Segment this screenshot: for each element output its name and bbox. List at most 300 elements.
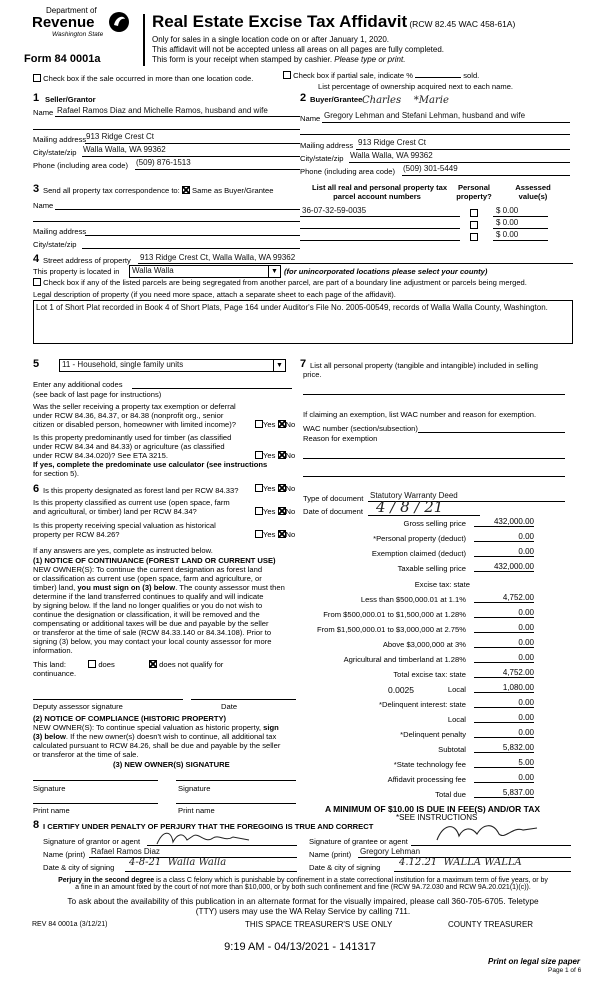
section8 (33, 819, 573, 875)
exemption-question-line2: under RCW 84.36, 84.37, or 84.38 (nonprofit org., senior (33, 411, 224, 420)
seller-phone-line (135, 169, 300, 170)
assessed-value-line (493, 216, 548, 217)
buyer-name-line (322, 122, 570, 123)
certify-statement: I CERTIFY UNDER PENALTY OF PERJURY THAT THE FOREGOING IS TRUE AND CORRECT (43, 822, 374, 831)
use-code-select-value: 11 - Household, single family units (62, 360, 184, 369)
current-use-yes-label: Yes (263, 507, 276, 516)
section7-text-line2: price. (303, 370, 322, 379)
calc-label: Taxable selling price (397, 564, 466, 573)
exemption-yes-no (255, 420, 295, 429)
multi-location-label: Check box if the sale occurred in more than one location code. (43, 74, 254, 83)
legal-description-label: Legal description of property (if you need more space, attach a separate sheet to each page of the affidavit). (33, 290, 396, 299)
additional-codes-label: Enter any additional codes (33, 380, 123, 389)
historic-question-line1: Is this property receiving special valuation as historical (33, 521, 216, 530)
accessibility-line1: To ask about the availability of this publication in an alternate format for the visually impaired, please call 360-705-6705. Teletype (67, 896, 539, 906)
calc-label: Gross selling price (403, 519, 466, 528)
calc-row (300, 668, 570, 682)
perjury-line1-bold: Perjury in the second degree (58, 877, 155, 884)
forest-yes-label: Yes (263, 484, 276, 493)
header-line3 (152, 55, 405, 64)
local-rate: 0.0025 (388, 685, 414, 695)
doc-date-label: Date of document (303, 507, 363, 516)
personal-header-line1: Personal (457, 183, 491, 192)
notice-continuance-line1: NEW OWNER(S): To continue the current designation as forest land (33, 565, 263, 574)
timber-yes-checkbox[interactable] (255, 451, 263, 459)
exemption-claim-label: If claiming an exemption, list WAC number and reason for exemption. (303, 410, 537, 419)
calc-row (300, 653, 570, 667)
timber-yes-no (255, 451, 295, 460)
calc-value[interactable]: 5,832.00 (474, 743, 534, 753)
buyer-phone-label: Phone (including area code) (300, 167, 395, 176)
section7-text-line1: List all personal property (tangible and intangible) included in selling (310, 361, 538, 370)
parcel-header-line1: List all real and personal property tax (312, 183, 448, 192)
calc-value[interactable]: 0.00 (474, 608, 534, 618)
multi-location-check-row (33, 74, 253, 83)
personal-property-checkbox[interactable] (470, 233, 478, 241)
calc-row (300, 517, 570, 531)
calc-value[interactable]: 432,000.00 (474, 517, 534, 527)
buyer-name-label: Name (300, 114, 321, 123)
grantee-name-field[interactable]: Gregory Lehman (360, 847, 421, 856)
calc-value[interactable]: 4,752.00 (474, 668, 534, 678)
deputy-date-line[interactable] (191, 699, 296, 700)
section2-number: 2 (300, 92, 307, 104)
notice-compliance-line1 (33, 723, 279, 732)
timber-question-line3: under RCW 84.34.020)? See ETA 3215. (33, 451, 168, 460)
calc-label: Affidavit processing fee (387, 775, 466, 784)
calc-label: Less than $500,000.01 at 1.1% (360, 595, 466, 604)
grantee-date-label: Date & city of signing (309, 863, 381, 872)
exemption-no-label: No (285, 420, 296, 429)
exemption-reason-line[interactable] (303, 458, 565, 459)
calc-row (300, 683, 570, 697)
grantee-date-line (394, 871, 571, 872)
land-does-checkbox[interactable] (88, 660, 96, 668)
new-owner-print-line1[interactable] (33, 803, 158, 804)
new-owner-print-line2[interactable] (176, 803, 296, 804)
calc-row (300, 728, 570, 742)
calc-value[interactable]: 1,080.00 (474, 683, 534, 693)
calc-row (300, 743, 570, 757)
section3 (33, 183, 298, 253)
street-address-field[interactable]: 913 Ridge Crest Ct, Walla Walla, WA 99362 (140, 253, 296, 262)
timber-no-checkbox[interactable] (278, 451, 286, 459)
same-as-buyer-checkbox[interactable] (182, 186, 190, 194)
calc-value[interactable]: 432,000.00 (474, 562, 534, 572)
grantor-name-label: Name (print) (43, 850, 86, 859)
seller-phone-field[interactable]: (509) 876-1513 (136, 158, 191, 167)
county-select[interactable] (129, 265, 281, 278)
historic-yes-no (255, 530, 295, 539)
parcel-number-line (300, 240, 460, 241)
legal-size-note: Print on legal size paper (488, 957, 581, 966)
partial-sale-note: List percentage of ownership acquired next to each name. (318, 82, 514, 91)
notice-compliance-line2a: (3) below (33, 732, 66, 741)
doc-date-line (368, 515, 480, 516)
section4-number: 4 (33, 253, 40, 265)
logo-agency-line3: Washington State (52, 31, 104, 38)
assessed-value-field[interactable]: $ 0.00 (496, 230, 519, 239)
correspondence-name-label: Name (33, 201, 54, 210)
buyer-phone-line (402, 175, 570, 176)
same-as-buyer-label: Same as Buyer/Grantee (192, 186, 274, 195)
calc-row (300, 547, 570, 561)
personal-header (452, 183, 496, 201)
form-title (152, 12, 515, 32)
seller-name-line2 (33, 129, 300, 130)
forest-yes-checkbox[interactable] (255, 484, 263, 492)
calc-value[interactable]: 5,837.00 (474, 788, 534, 798)
current-use-question-line2: and agricultural, or timber) land per RCW 84.34? (33, 507, 197, 516)
doc-type-label: Type of document (303, 494, 364, 503)
assessed-value-line (493, 228, 548, 229)
logo-agency-line2: Revenue (32, 14, 95, 31)
exemption-reason-line2[interactable] (303, 476, 565, 477)
header-line3-emph: Please type or print. (334, 55, 406, 64)
buyer-phone-field[interactable]: (509) 301-5449 (403, 164, 458, 173)
section6 (33, 483, 301, 813)
seller-mailing-field[interactable]: 913 Ridge Crest Ct (86, 132, 155, 141)
calc-value[interactable]: 5.00 (474, 758, 534, 768)
calc-row-total (300, 788, 570, 802)
county-select-value: Walla Walla (132, 266, 174, 275)
form-number: Form 84 0001a (24, 53, 101, 65)
revision-number: REV 84 0001a (3/12/21) (32, 921, 108, 928)
section1-number: 1 (33, 92, 40, 104)
current-use-question-line1: Is this property classified as current use (open space, farm (33, 498, 230, 507)
notice-continuance-line3a: timber) land, (33, 583, 78, 592)
land-does-not-checkbox[interactable] (149, 660, 157, 668)
seller-name-line (55, 116, 300, 117)
street-address-label: Street address of property (43, 256, 131, 265)
section8-number: 8 (33, 819, 40, 831)
calc-value[interactable]: 0.00 (474, 547, 534, 557)
current-use-no-checkbox[interactable] (278, 507, 286, 515)
notice-continuance-line3c: . The county assessor must then (175, 583, 285, 592)
assessed-value-field[interactable]: $ 0.00 (496, 206, 519, 215)
parcel-number-field[interactable]: 36-07-32-59-0035 (302, 206, 367, 215)
correspondence-name-line (55, 209, 300, 210)
signature-label1: Signature (33, 784, 66, 793)
calc-label: *Personal property (deduct) (373, 534, 466, 543)
new-owner-signature-title: (3) NEW OWNER(S) SIGNATURE (113, 760, 230, 769)
buyer-handwritten-names: Charles *Marie (362, 95, 449, 106)
correspondence-name-line2 (33, 221, 300, 222)
dor-swirl-icon (108, 10, 130, 34)
assessed-header-line2: value(s) (518, 192, 548, 201)
calc-value[interactable]: 4,752.00 (474, 593, 534, 603)
calc-row (300, 758, 570, 772)
current-use-yes-no (255, 507, 295, 516)
wac-number-line[interactable] (418, 432, 565, 433)
treasurer-use-only: THIS SPACE TREASURER'S USE ONLY (245, 920, 393, 929)
personal-property-line[interactable] (303, 394, 565, 395)
timber-question-line5: for section 5). (33, 469, 80, 478)
grantee-signature-mark (433, 820, 543, 846)
calc-label: From $500,000.01 to $1,500,000 at 1.28% (323, 610, 466, 619)
calc-row (300, 532, 570, 546)
parcel-number-line (300, 216, 460, 217)
notice-continuance-line3 (33, 583, 285, 592)
header-line1: Only for sales in a single location code on or after January 1, 2020. (152, 35, 390, 44)
notice-compliance-line3: calculated pursuant to RCW 84.26, shall be due and payable by the seller (33, 741, 281, 750)
dor-logo (20, 6, 132, 46)
calc-label: Total excise tax: state (393, 670, 466, 679)
assessed-header-line1: Assessed (515, 183, 551, 192)
section7 (300, 358, 570, 528)
exemption-yes-label: Yes (263, 420, 276, 429)
section6-number: 6 (33, 483, 40, 495)
section1 (33, 92, 293, 182)
historic-yes-checkbox[interactable] (255, 530, 263, 538)
calc-value[interactable]: 0.00 (474, 532, 534, 542)
personal-property-checkbox[interactable] (470, 221, 478, 229)
minimum-fee-notice: A MINIMUM OF $10.00 IS DUE IN FEE(S) AND/OR TAX (325, 804, 541, 814)
multi-location-checkbox[interactable] (33, 74, 41, 82)
use-code-select[interactable] (59, 359, 286, 372)
page-number: Page 1 of 6 (548, 967, 582, 974)
perjury-line1-text: is a class C felony which is punishable by confinement in a state correctional institution for a maximum term of five years, or by (154, 877, 548, 884)
notice-compliance-line1a: NEW OWNER(S): To continue special valuation as historic property, (33, 723, 264, 732)
grantee-name-label: Name (print) (309, 850, 352, 859)
buyer-name-line2 (300, 134, 570, 135)
correspondence-mailing-line (85, 235, 300, 236)
buyer-city-label: City/state/zip (300, 154, 344, 163)
grantor-name-field[interactable]: Rafael Ramos Diaz (91, 847, 160, 856)
grantee-signature-label: Signature of grantee or agent (309, 837, 408, 846)
notice-continuance-title: (1) NOTICE OF CONTINUANCE (FOREST LAND OR CURRENT USE) (33, 556, 276, 565)
header-line3-text: This form is your receipt when stamped by cashier. (152, 55, 335, 64)
county-note: (for unincorporated locations please select your county) (284, 267, 488, 276)
calc-label: Exemption claimed (deduct) (371, 549, 466, 558)
notice-compliance-line2 (33, 732, 276, 741)
accessibility-notice (20, 896, 586, 916)
exemption-question-line1: Was the seller receiving a property tax exemption or deferral (33, 402, 236, 411)
current-use-yes-checkbox[interactable] (255, 507, 263, 515)
seller-city-label: City/state/zip (33, 148, 77, 157)
notice-continuance-line6: continue the designation or classification, it will be removed and the (33, 610, 260, 619)
calc-row (300, 578, 570, 592)
calc-label: Local (447, 715, 466, 724)
calc-label: *State technology fee (393, 760, 466, 769)
calc-label: *Delinquent penalty (400, 730, 466, 739)
calc-value[interactable]: 0.00 (474, 698, 534, 708)
timber-question-line1: Is this property predominantly used for timber (as classified (33, 433, 232, 442)
chevron-down-icon: ▼ (273, 360, 285, 371)
historic-yes-label: Yes (263, 530, 276, 539)
forest-no-checkbox[interactable] (278, 484, 286, 492)
exemption-question-line3: citizen or disabled person, homeowner with limited income)? (33, 420, 237, 429)
title-text: Real Estate Excise Tax Affidavit (152, 12, 408, 31)
calc-row (300, 638, 570, 652)
timber-question-line4: If yes, complete the predominate use calculator (see instructions (33, 460, 268, 469)
grantor-date-label: Date & city of signing (43, 863, 115, 872)
calc-row (300, 713, 570, 727)
historic-no-checkbox[interactable] (278, 530, 286, 538)
notice-compliance-title: (2) NOTICE OF COMPLIANCE (HISTORIC PROPERTY) (33, 714, 227, 723)
calc-value[interactable]: 0.00 (474, 713, 534, 723)
deputy-signature-line[interactable] (33, 699, 183, 700)
calc-value[interactable]: 0.00 (474, 638, 534, 648)
seller-city-field[interactable]: Walla Walla, WA 99362 (83, 145, 166, 154)
assessed-value-field[interactable]: $ 0.00 (496, 218, 519, 227)
exemption-no-checkbox[interactable] (278, 420, 286, 428)
print-name-label2: Print name (178, 806, 215, 815)
land-does-not-label: does not qualify for (159, 660, 224, 669)
calc-row (300, 593, 570, 607)
seller-mailing-line (85, 143, 300, 144)
notice-compliance-line1b: sign (263, 723, 279, 732)
calc-value[interactable]: 0.00 (474, 728, 534, 738)
new-owner-signature-line1[interactable] (33, 780, 158, 781)
notice-compliance-line4: or transferor at the time of sale. (33, 750, 139, 759)
parcel-header (312, 183, 448, 201)
this-land-row (33, 660, 223, 669)
calc-label: Total due (435, 790, 466, 799)
historic-no-label: No (285, 530, 296, 539)
notice-continuance-line9: signing (3) below, you may contact your local county assessor for more (33, 637, 272, 646)
title-rcw: (RCW 82.45 WAC 458-61A) (409, 19, 516, 29)
seller-name-label: Name (33, 108, 54, 117)
grantor-signature-mark (153, 828, 263, 848)
calc-label: *Delinquent interest: state (379, 700, 466, 709)
calc-row (300, 773, 570, 787)
deputy-signature-label: Deputy assessor signature (33, 702, 123, 711)
parcel-number-line (300, 228, 460, 229)
doc-type-field[interactable]: Statutory Warranty Deed (370, 491, 458, 500)
timber-question-line2: under RCW 84.34 and 84.33) or agriculture (as classified (33, 442, 225, 451)
additional-codes-line[interactable] (132, 388, 292, 389)
personal-header-line2: property? (456, 192, 492, 201)
grantor-signature-label: Signature of grantor or agent (43, 837, 141, 846)
assessed-header (508, 183, 558, 201)
seller-phone-label: Phone (including area code) (33, 161, 128, 170)
forest-land-question: Is this property designated as forest land per RCW 84.33? (43, 486, 239, 495)
parcel-table (300, 183, 570, 251)
current-use-no-label: No (285, 507, 296, 516)
partial-sale-checkbox[interactable] (283, 71, 291, 79)
section1-heading: Seller/Grantor (45, 95, 96, 104)
header-line2: This affidavit will not be accepted unless all areas on all pages are fully completed. (152, 45, 445, 54)
calc-label: Subtotal (438, 745, 466, 754)
timber-yes-label: Yes (263, 451, 276, 460)
timber-no-label: No (285, 451, 296, 460)
section2-heading: Buyer/Grantee (310, 95, 363, 104)
calc-value[interactable]: 0.00 (474, 653, 534, 663)
signature-label2: Signature (178, 784, 211, 793)
land-does-label: does (98, 660, 115, 669)
perjury-line2: a fine in an amount fixed by the court of not more than $10,000, or by both such confinement and fine (RCW 9A.72.030 and RCW 9A.20.021(1)(c)). (75, 884, 531, 891)
section4 (33, 253, 573, 343)
section7-number: 7 (300, 358, 307, 370)
correspondence-city-label: City/state/zip (33, 240, 77, 249)
segregated-label: Check box if any of the listed parcels are being segregated from another parcel, are part of a boundary line adjustment or parcels being merged. (43, 278, 527, 287)
buyer-name-field[interactable]: Gregory Lehman and Stefani Lehman, husband and wife (324, 111, 526, 120)
grantee-date-field[interactable]: 4.12.21 WALLA WALLA (399, 857, 522, 868)
legal-description-field[interactable] (33, 300, 573, 344)
located-in-label: This property is located in (33, 267, 120, 276)
header-divider (143, 14, 145, 66)
buyer-mailing-field[interactable]: 913 Ridge Crest Ct (358, 138, 427, 147)
buyer-mailing-label: Mailing address (300, 141, 354, 150)
calc-row (300, 608, 570, 622)
seller-city-line (82, 156, 300, 157)
calc-value[interactable]: 0.00 (474, 773, 534, 783)
parcel-row (300, 218, 570, 230)
legal-description-text: Lot 1 of Short Plat recorded in Book 4 of Short Plats, Page 164 under Auditor's File No. 2005-00549, records of Walla Walla County, Washington. (36, 303, 548, 312)
partial-sale-label: Check box if partial sale, indicate % (293, 71, 413, 80)
accessibility-line2: (TTY) users may use the WA Relay Service by calling 711. (195, 906, 411, 916)
calc-row (300, 698, 570, 712)
exemption-yes-checkbox[interactable] (255, 420, 263, 428)
forest-yes-no (255, 484, 295, 493)
historic-question-line2: property per RCW 84.26? (33, 530, 120, 539)
personal-property-checkbox[interactable] (470, 209, 478, 217)
calc-value[interactable]: 0.00 (474, 623, 534, 633)
section3-text (43, 186, 274, 195)
chevron-down-icon: ▼ (268, 266, 280, 277)
buyer-city-field[interactable]: Walla Walla, WA 99362 (350, 151, 433, 160)
notice-continuance-line2: or classification as current use (open space, farm and agriculture, or (33, 574, 262, 583)
print-name-label1: Print name (33, 806, 70, 815)
buyer-city-line (349, 162, 570, 163)
section5 (33, 358, 303, 483)
notice-continuance-line7: compensating or additional taxes will be due and payable by the seller (33, 619, 269, 628)
segregated-checkbox[interactable] (33, 278, 41, 286)
calc-label: Excise tax: state (414, 580, 470, 589)
section3-send-label: Send all property tax correspondence to: (43, 186, 180, 195)
partial-sale-percent-field[interactable] (415, 77, 461, 78)
correspondence-mailing-label: Mailing address (33, 227, 87, 236)
notice-continuance-line4: determine if the land transferred continues to qualify and will indicate (33, 592, 264, 601)
exemption-reason-label: Reason for exemption (303, 434, 378, 443)
seller-name-field[interactable]: Rafael Ramos Diaz and Michelle Ramos, husband and wife (57, 106, 268, 115)
section3-number: 3 (33, 183, 40, 195)
notice-continuance-line10: information. (33, 646, 73, 655)
doc-date-field[interactable]: 4 / 8 / 21 (376, 498, 444, 516)
wac-number-label: WAC number (section/subsection) (303, 424, 418, 433)
receipt-stamp: 9:19 AM - 04/13/2021 - 141317 (224, 941, 376, 953)
this-land-label: This land: (33, 660, 66, 669)
calc-row (300, 562, 570, 576)
correspondence-city-line (82, 248, 300, 249)
grantor-date-field[interactable]: 4-8-21 Walla Walla (129, 857, 227, 868)
buyer-mailing-line (356, 149, 570, 150)
see-instructions: *SEE INSTRUCTIONS (396, 813, 478, 822)
logo-agency-line1: Department of (46, 6, 97, 15)
calc-label: Local (447, 685, 466, 694)
notice-continuance-line8: or transferor at the time of sale (RCW 84.33.140 or 84.34.108). Prior to (33, 628, 272, 637)
seller-mailing-label: Mailing address (33, 135, 87, 144)
additional-codes-note: (see back of last page for instructions) (33, 390, 162, 399)
street-address-line (138, 263, 573, 264)
if-yes-instruction: If any answers are yes, complete as instructed below. (33, 546, 213, 555)
assessed-value-line (493, 240, 548, 241)
partial-sale-check-row (283, 71, 479, 80)
notice-continuance-line3b: you must sign on (3) below (77, 583, 176, 592)
parcel-row (300, 206, 570, 218)
calc-label: From $1,500,000.01 to $3,000,000 at 2.75% (316, 625, 466, 634)
parcel-header-line2: parcel account numbers (333, 192, 421, 201)
section2 (300, 92, 570, 182)
calc-row (300, 623, 570, 637)
new-owner-signature-line2[interactable] (176, 780, 296, 781)
parcel-row (300, 230, 570, 242)
segregated-check-row (33, 278, 527, 287)
section5-number: 5 (33, 358, 40, 370)
county-treasurer: COUNTY TREASURER (448, 920, 534, 929)
partial-sale-sold-label: sold. (463, 71, 480, 80)
